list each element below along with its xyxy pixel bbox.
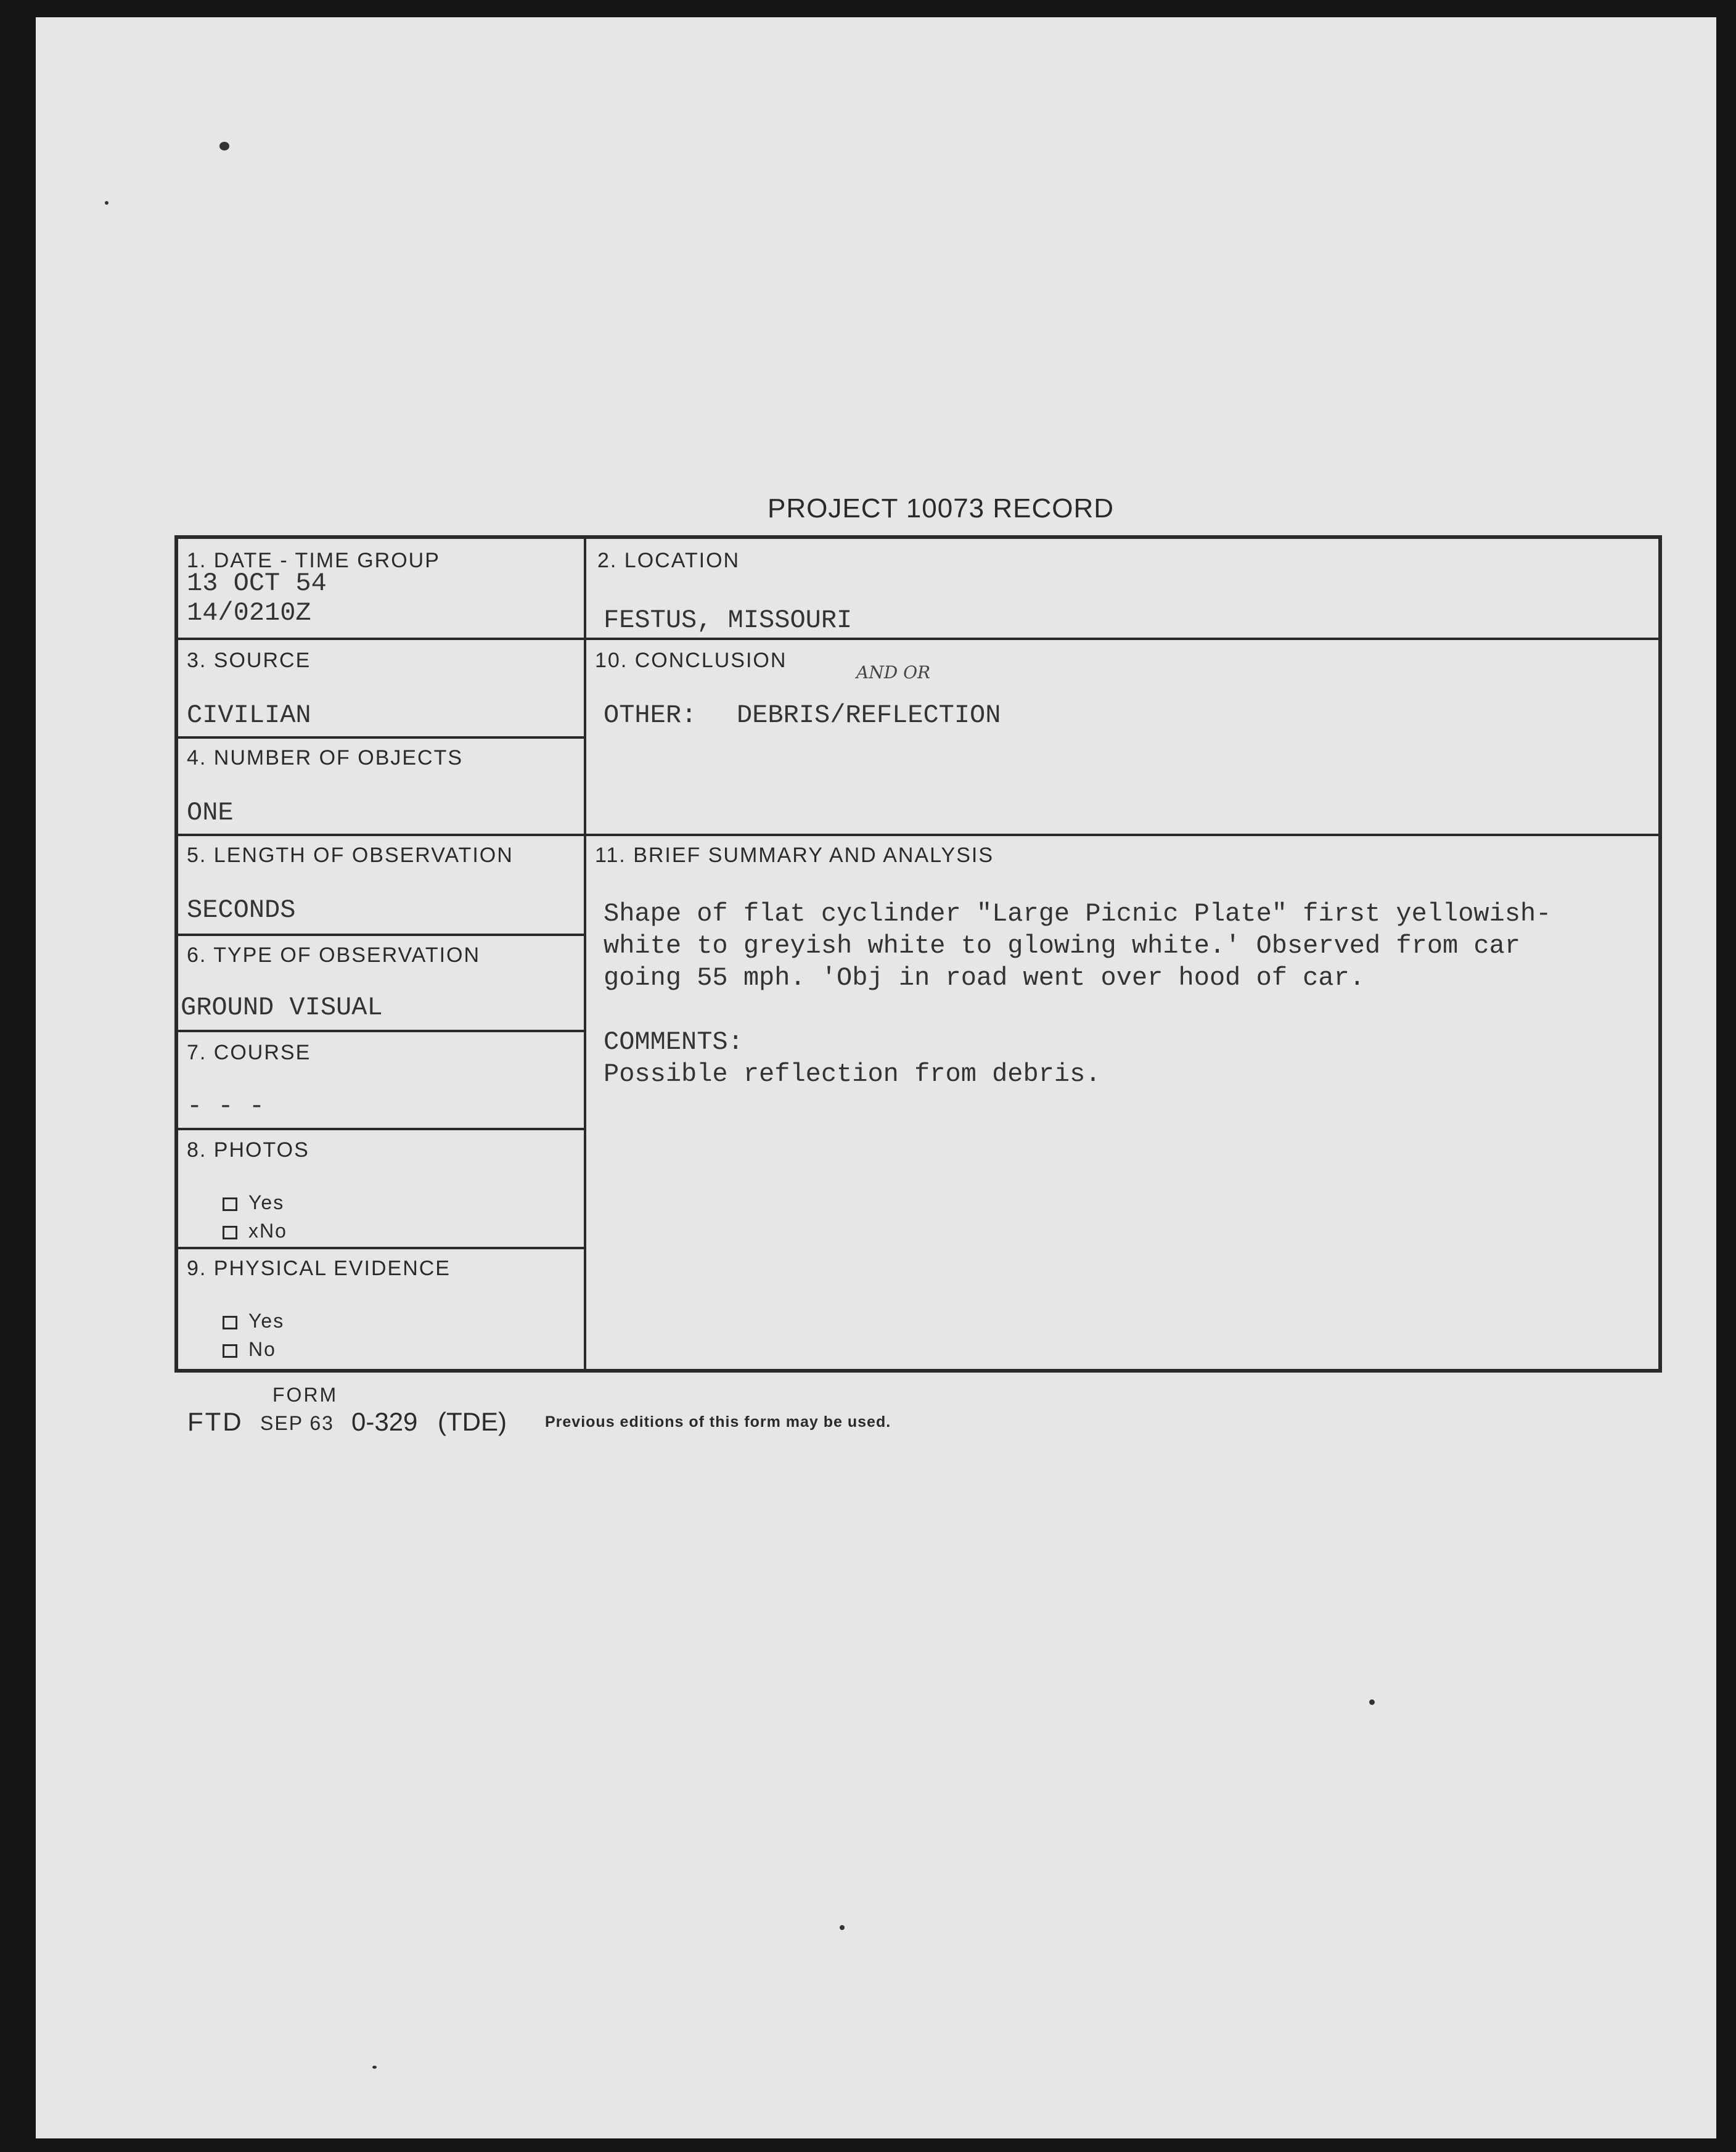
conclusion-prefix: OTHER: bbox=[604, 700, 697, 730]
footer-form-number: 0-329 bbox=[351, 1407, 418, 1436]
conclusion-value: DEBRIS/REFLECTION bbox=[737, 700, 1001, 730]
row-divider bbox=[178, 638, 1658, 640]
length-obs-label: 5. LENGTH OF OBSERVATION bbox=[187, 844, 514, 867]
photos-yes-label: Yes bbox=[248, 1191, 285, 1214]
row-divider bbox=[178, 934, 584, 936]
comments-text: Possible reflection from debris. bbox=[604, 1059, 1101, 1089]
record-form bbox=[174, 535, 1662, 1373]
row-divider bbox=[178, 1247, 584, 1249]
dust-speck bbox=[219, 142, 229, 150]
location-value: FESTUS, MISSOURI bbox=[604, 606, 853, 635]
photos-no-option bbox=[223, 1220, 287, 1242]
comments-label: COMMENTS: bbox=[604, 1027, 743, 1057]
physical-yes-label: Yes bbox=[248, 1310, 285, 1332]
date-time-label: 1. DATE - TIME GROUP bbox=[187, 549, 440, 572]
physical-yes-option bbox=[223, 1310, 284, 1333]
num-objects-label: 4. NUMBER OF OBJECTS bbox=[187, 746, 464, 770]
dust-speck bbox=[840, 1925, 845, 1930]
physical-no-option bbox=[223, 1338, 276, 1361]
footer-tde: (TDE) bbox=[438, 1407, 507, 1436]
row-divider bbox=[178, 1030, 584, 1032]
dust-speck bbox=[372, 2066, 377, 2069]
photos-yes-option bbox=[223, 1191, 284, 1214]
summary-line: going 55 mph. 'Obj in road went over hood of car. bbox=[604, 963, 1365, 993]
photos-no-label: xNo bbox=[248, 1220, 287, 1242]
time-value: 14/0210Z bbox=[187, 598, 311, 628]
column-divider bbox=[584, 539, 586, 1369]
summary-line: white to greyish white to glowing white.' Observed from car bbox=[604, 931, 1521, 961]
footer-form-word: FORM bbox=[272, 1384, 338, 1406]
physical-no-label: No bbox=[248, 1338, 276, 1360]
source-value: CIVILIAN bbox=[187, 700, 311, 730]
footer-note: Previous editions of this form may be used. bbox=[545, 1413, 891, 1431]
checkbox-icon bbox=[223, 1344, 237, 1358]
checkbox-icon bbox=[223, 1316, 237, 1329]
dust-speck bbox=[1369, 1699, 1375, 1705]
dust-speck bbox=[105, 201, 108, 205]
photos-label: 8. PHOTOS bbox=[187, 1138, 309, 1162]
row-divider bbox=[178, 1128, 584, 1130]
location-label: 2. LOCATION bbox=[597, 549, 740, 572]
course-label: 7. COURSE bbox=[187, 1041, 311, 1064]
handwritten-annotation: AND OR bbox=[856, 662, 931, 683]
row-divider bbox=[178, 834, 1658, 836]
type-obs-label: 6. TYPE OF OBSERVATION bbox=[187, 943, 481, 967]
course-value: - - - bbox=[187, 1091, 265, 1121]
summary-label: 11. BRIEF SUMMARY AND ANALYSIS bbox=[595, 844, 994, 867]
source-label: 3. SOURCE bbox=[187, 649, 311, 672]
date-value: 13 OCT 54 bbox=[187, 569, 327, 598]
num-objects-value: ONE bbox=[187, 798, 234, 828]
physical-evidence-label: 9. PHYSICAL EVIDENCE bbox=[187, 1257, 451, 1280]
form-title: PROJECT 10073 RECORD bbox=[768, 493, 1115, 524]
summary-line: Shape of flat cyclinder "Large Picnic Plate" first yellowish- bbox=[604, 899, 1552, 929]
footer-date: SEP 63 bbox=[260, 1412, 334, 1434]
row-divider bbox=[178, 736, 584, 739]
conclusion-label: 10. CONCLUSION bbox=[595, 649, 787, 672]
checkbox-icon bbox=[223, 1197, 237, 1211]
type-obs-value: GROUND VISUAL bbox=[181, 993, 383, 1022]
footer-ftd: FTD bbox=[187, 1407, 244, 1436]
length-obs-value: SECONDS bbox=[187, 895, 296, 925]
checked-box-icon bbox=[223, 1226, 237, 1239]
